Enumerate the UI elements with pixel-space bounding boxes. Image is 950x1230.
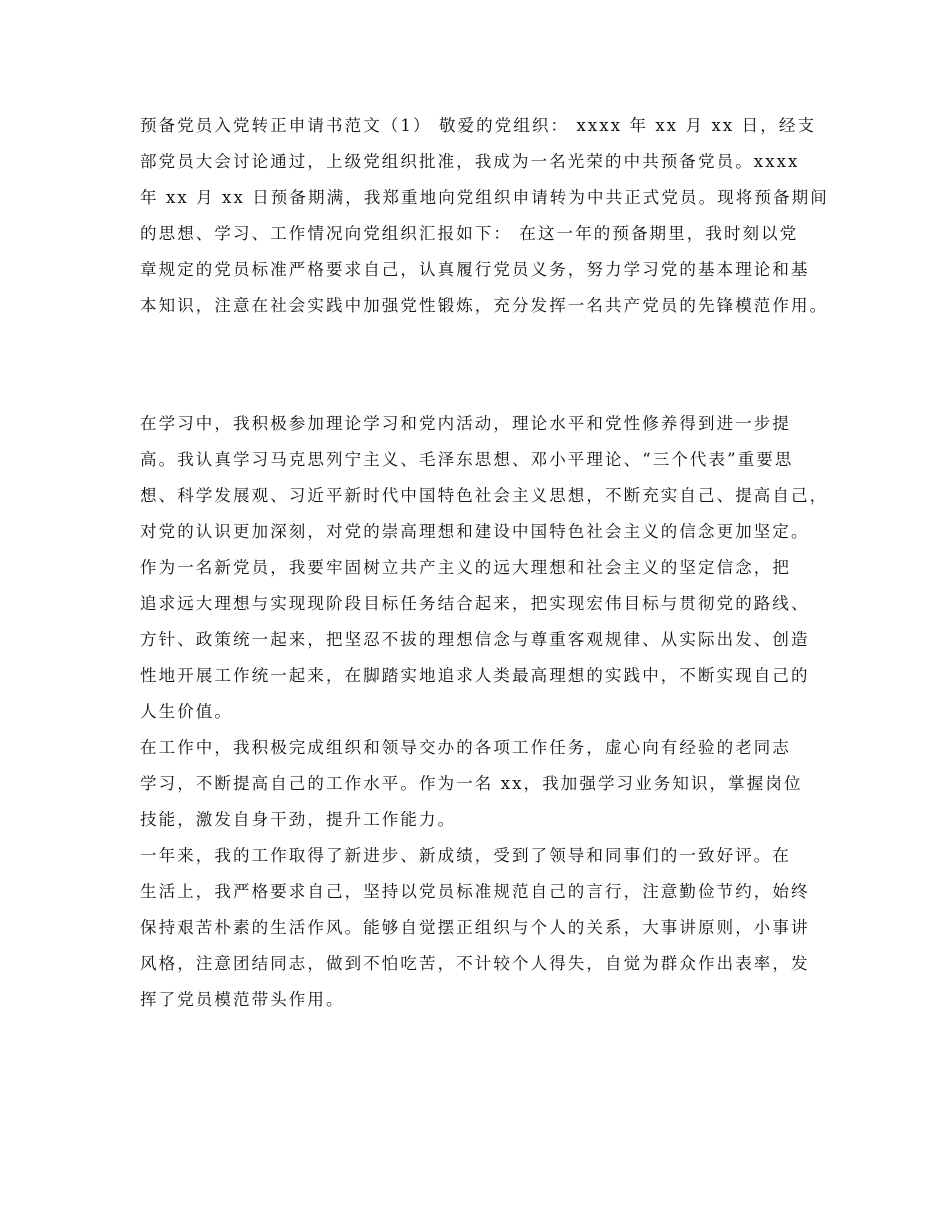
text-line: 部党员大会讨论通过，上级党组织批准，我成为一名光荣的中共预备党员。xxxx [140, 152, 800, 171]
text-line: 保持艰苦朴素的生活作风。能够自觉摆正组织与个人的关系，大事讲原则，小事讲 [140, 918, 810, 937]
text-line: 在学习中，我积极参加理论学习和党内活动，理论水平和党性修养得到进一步提 [140, 414, 791, 433]
text-line: 的思想、学习、工作情况向党组织汇报如下： 在这一年的预备期里，我时刻以党 [140, 224, 799, 243]
text-line: 作为一名新党员，我要牢固树立共产主义的远大理想和社会主义的坚定信念，把 [140, 558, 791, 577]
text-line: 风格，注意团结同志，做到不怕吃苦，不计较个人得失，自觉为群众作出表率，发 [140, 954, 810, 973]
text-line: 一年来，我的工作取得了新进步、新成绩，受到了领导和同事们的一致好评。在 [140, 846, 791, 865]
text-line: 想、科学发展观、习近平新时代中国特色社会主义思想，不断充实自己、提高自己， [140, 486, 829, 505]
text-line: 预备党员入党转正申请书范文（1） 敬爱的党组织： xxxx 年 xx 月 xx 日，经支 [140, 116, 817, 135]
text-line: 章规定的党员标准严格要求自己，认真履行党员义务，努力学习党的基本理论和基 [140, 260, 810, 279]
text-line: 追求远大理想与实现现阶段目标任务结合起来，把实现宏伟目标与贯彻党的路线、 [140, 594, 810, 613]
text-line: 在工作中，我积极完成组织和领导交办的各项工作任务，虚心向有经验的老同志 [140, 738, 791, 757]
text-line: 技能，激发自身干劲，提升工作能力。 [140, 810, 457, 829]
text-line: 生活上，我严格要求自己，坚持以党员标准规范自己的言行，注意勤俭节约，始终 [140, 882, 810, 901]
text-line: 性地开展工作统一起来，在脚踏实地追求人类最高理想的实践中，不断实现自己的 [140, 666, 810, 685]
text-line: 方针、政策统一起来，把坚忍不拔的理想信念与尊重客观规律、从实际出发、创造 [140, 630, 810, 649]
text-line: 年 xx 月 xx 日预备期满，我郑重地向党组织申请转为中共正式党员。现将预备期间 [140, 188, 829, 207]
text-line: 对党的认识更加深刻，对党的崇高理想和建设中国特色社会主义的信念更加坚定。 [140, 522, 810, 541]
text-line: 挥了党员模范带头作用。 [140, 990, 345, 1009]
text-line: 本知识，注意在社会实践中加强党性锻炼，充分发挥一名共产党员的先锋模范作用。 [140, 296, 829, 315]
text-line: 人生价值。 [140, 702, 233, 721]
text-line: 高。我认真学习马克思列宁主义、毛泽东思想、邓小平理论、“三个代表”重要思 [140, 450, 794, 469]
text-line: 学习，不断提高自己的工作水平。作为一名 xx，我加强学习业务知识，掌握岗位 [140, 774, 803, 793]
